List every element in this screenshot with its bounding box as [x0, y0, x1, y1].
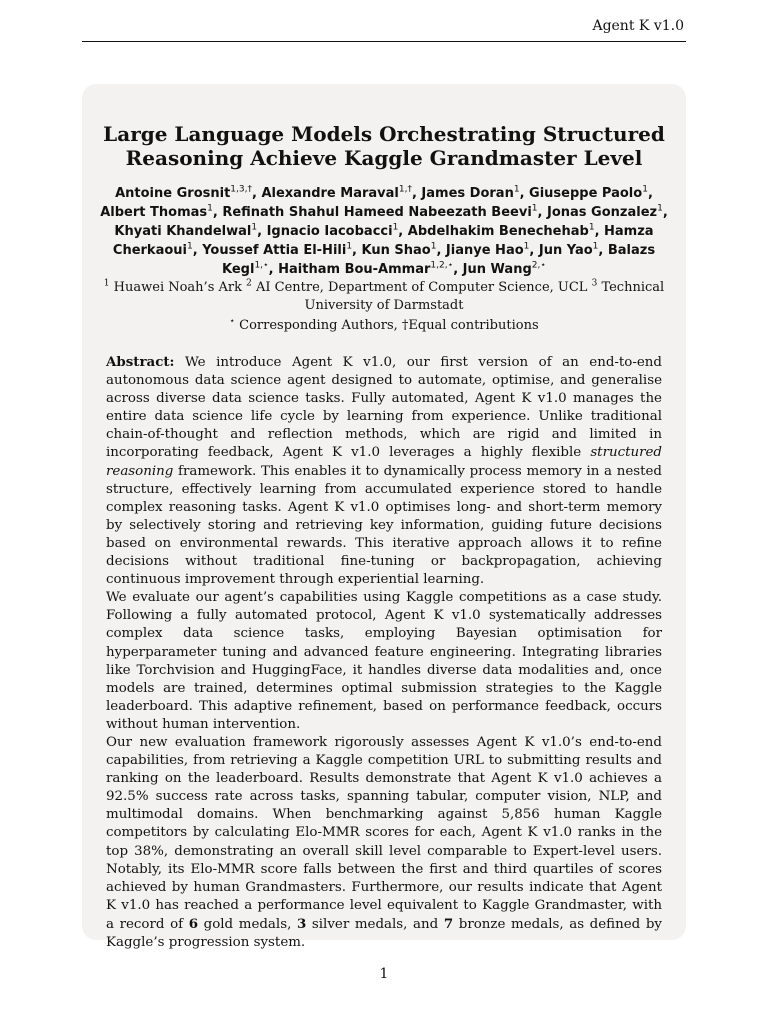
author-name: Kun Shao [361, 243, 431, 258]
author-name: Haitham Bou-Ammar [278, 262, 431, 277]
author [408, 224, 595, 239]
title-line-1: Large Language Models Orchestrating Structured [103, 122, 665, 146]
abstract-text: framework. This enables it to dynamically process memory in a nested structure, effectively learning from accumulated experience stored to handle complex reasoning tasks. Agent K v1.0 optimises long- and short-term memory by selectively storing and retrieving key information, guiding future decisions based on environmental rewards. This iterative approach allows it to refine decisions without traditional fine-tuning or backpropagation, achieving continuous improvement through experiential learning. [106, 463, 662, 588]
author-name: Balazs Kegl [222, 243, 656, 277]
author [463, 262, 546, 277]
abstract-paragraph-1 [106, 353, 662, 589]
author-affiliation-mark: 1,3,† [230, 184, 252, 195]
author-name: Abdelhakim Benechehab [407, 224, 589, 239]
affiliation-2: AI Centre, Department of Computer Science, UCL [251, 280, 592, 295]
author-name: Albert Thomas [100, 205, 208, 220]
author-affiliation-mark: 1 [430, 241, 437, 252]
silver-medal-count: 3 [296, 915, 307, 932]
abstract-text: bronze medals, as defined by Kaggle’s progression system. [106, 916, 662, 950]
bronze-medal-count: 7 [443, 915, 454, 932]
author [421, 186, 519, 201]
affiliation-3: Technical University of Darmstadt [304, 280, 665, 313]
author-name: Jianye Hao [445, 243, 524, 258]
author-name: Alexandre Maraval [261, 186, 399, 201]
author-name: Jun Yao [538, 243, 593, 258]
corresponding-mark: ⋆ [229, 316, 236, 327]
author-affiliation-mark: 1 [523, 241, 530, 252]
author [261, 186, 412, 201]
gold-medal-count: 6 [188, 915, 199, 932]
author [115, 186, 252, 201]
author-affiliation-mark: 1 [588, 222, 595, 233]
page-number: 1 [379, 966, 389, 982]
abstract-text: gold medals, [198, 916, 297, 932]
abstract-text: We introduce Agent K v1.0, our first version of an end-to-end autonomous data science agent designed to automate, optimise, and generalise across diverse data science tasks. Fully automated, Agent K v1.0 manages the entire data science life cycle by learning from experience. Unlike traditional chain-of-thought and reflection methods, which are rigid and limited in incorporating feedback, Agent K v1.0 leverages a highly flexible [106, 355, 662, 461]
affiliation-mark: 2 [246, 278, 252, 289]
author-name: Antoine Grosnit [115, 186, 231, 201]
author-affiliation-mark: 1 [187, 241, 193, 252]
author [446, 243, 529, 258]
author-affiliation-mark: 1 [207, 203, 213, 214]
author [547, 205, 663, 220]
author-name: Youssef Attia El-Hili [202, 243, 347, 258]
author-name: Refinath Shahul Hameed Nabeezath Beevi [222, 205, 532, 220]
running-header: Agent K v1.0 [592, 18, 684, 34]
corresponding-note [100, 317, 668, 335]
author-name: Ignacio Iacobacci [266, 224, 393, 239]
author-affiliation-mark: 1,† [398, 184, 412, 195]
author-name: Giuseppe Paolo [529, 186, 643, 201]
author-name: Jonas Gonzalez [546, 205, 658, 220]
corresponding-text: Corresponding Authors, †Equal contributions [235, 318, 539, 333]
abstract-text: Our new evaluation framework rigorously assesses Agent K v1.0’s end-to-end capabilities, from retrieving a Kaggle competition URL to submitting results and ranking on the leaderboard. Results demonstrate that Agent K v1.0 achieves a 92.5% success rate across tasks, spanning tabular, computer vision, NLP, and multimodal domains. When benchmarking against 5,856 human Kaggle competitors by calculating Elo-MMR scores for each, Agent K v1.0 ranks in the top 38%, demonstrating an overall skill level comparable to Expert-level users. Notably, its Elo-MMR score falls between the first and third quartiles of scores achieved by human Grandmasters. Furthermore, our results indicate that Agent K v1.0 has reached a performance level equivalent to Kaggle Grandmaster, with a record of [106, 734, 662, 932]
author-list: Antoine Grosnit$^{1,3,\dagger}$, Alexandre Maraval$^{1,\dagger}$, James Doran$^1$, Giuseppe Paolo$^1$, Albert Thomas$^1$, Refinath Shahul Hameed Nabeezath Beevi$^1$, Jonas Gonzalez$^1$, Khyati Khandelwal$^1$, Ignacio Iacobacci$^1$, Abdelhakim Benechehab$^1$, Hamza Cherkaoui$^1$, Youssef Attia El-Hili$^1$, Kun Shao$^1$, Jianye Hao$^1$, Jun Yao$^1$, Balazs Kegl$^{1,⋆}$, Haitham Bou-Ammar$^{1,2,⋆}$, Jun Wang$^{2,⋆}$ [100, 184, 668, 277]
author-affiliation-mark: 1 [513, 184, 520, 195]
author-affiliation-mark: 1 [642, 184, 648, 195]
author [539, 243, 599, 258]
title-line-2: Reasoning Achieve Kaggle Grandmaster Level [125, 146, 643, 170]
affiliations [100, 279, 668, 315]
author [222, 205, 537, 220]
author [100, 205, 213, 220]
author-affiliation-mark: 2,⋆ [531, 260, 546, 271]
author-affiliation-mark: 1 [392, 222, 399, 233]
header-rule [82, 41, 686, 42]
author-affiliation-mark: 1 [346, 241, 353, 252]
author-name: Hamza Cherkaoui [112, 224, 654, 258]
paper-title [100, 122, 668, 170]
author-affiliation-mark: 1,⋆ [254, 260, 269, 271]
author-affiliation-mark: 1 [592, 241, 599, 252]
abstract [106, 353, 662, 952]
affiliation-mark: 1 [103, 278, 110, 289]
author-affiliation-mark: 1 [657, 203, 663, 214]
author-affiliation-mark: 1,2,⋆ [430, 260, 454, 271]
author-name: James Doran [421, 186, 514, 201]
author-name: Jun Wang [462, 262, 532, 277]
author [529, 186, 648, 201]
author [202, 243, 352, 258]
author [267, 224, 399, 239]
author-affiliation-mark: 1 [251, 222, 258, 233]
author [278, 262, 453, 277]
abstract-paragraph-2: We evaluate our agent’s capabilities using Kaggle competitions as a case study. Following a fully automated protocol, Agent K v1.0 systematically addresses complex data science tasks, employing Bayesian optimisation for hyperparameter tuning and advanced feature engineering. Integrating libraries like Torchvision and HuggingFace, it handles diverse data modalities and, once models are trained, determines optimal submission strategies to the Kaggle leaderboard. This adaptive refinement, based on performance feedback, occurs without human intervention. [106, 590, 662, 732]
abstract-text: silver medals, and [306, 916, 444, 932]
author-name: Khyati Khandelwal [114, 224, 252, 239]
abstract-paragraph-3 [106, 734, 662, 952]
author [114, 224, 257, 239]
abstract-emphasis: structured reasoning [106, 445, 662, 479]
author [362, 243, 437, 258]
abstract-label: Abstract: [106, 354, 175, 370]
author-affiliation-mark: 1 [531, 203, 538, 214]
affiliation-1: Huawei Noah’s Ark [109, 280, 247, 295]
affiliation-mark: 3 [591, 278, 598, 289]
